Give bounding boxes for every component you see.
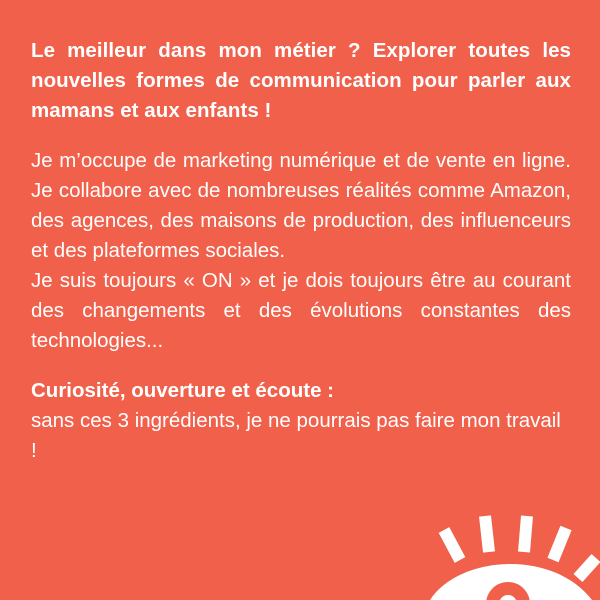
- body-paragraph-2: Je suis toujours « ON » et je dois toujours être au courant des changements et des évolutions constantes des technologies...: [31, 269, 571, 352]
- card-heading: Le meilleur dans mon métier ? Explorer toutes les nouvelles formes de communication pour parler aux mamans et aux enfants !: [31, 39, 571, 122]
- card-body: [31, 146, 571, 356]
- closing-text: sans ces 3 ingrédients, je ne pourrais pas faire mon travail !: [31, 409, 561, 462]
- body-paragraph-1: Je m’occupe de marketing numérique et de vente en ligne. Je collabore avec de nombreuses réalités comme Amazon, des agences, des maisons de production, des influenceurs et des plateformes sociales.: [31, 149, 571, 262]
- closing-bold: Curiosité, ouverture et écoute :: [31, 379, 335, 402]
- eye-icon: [420, 508, 600, 600]
- text-area: [31, 36, 571, 466]
- closing-statement: [31, 376, 571, 466]
